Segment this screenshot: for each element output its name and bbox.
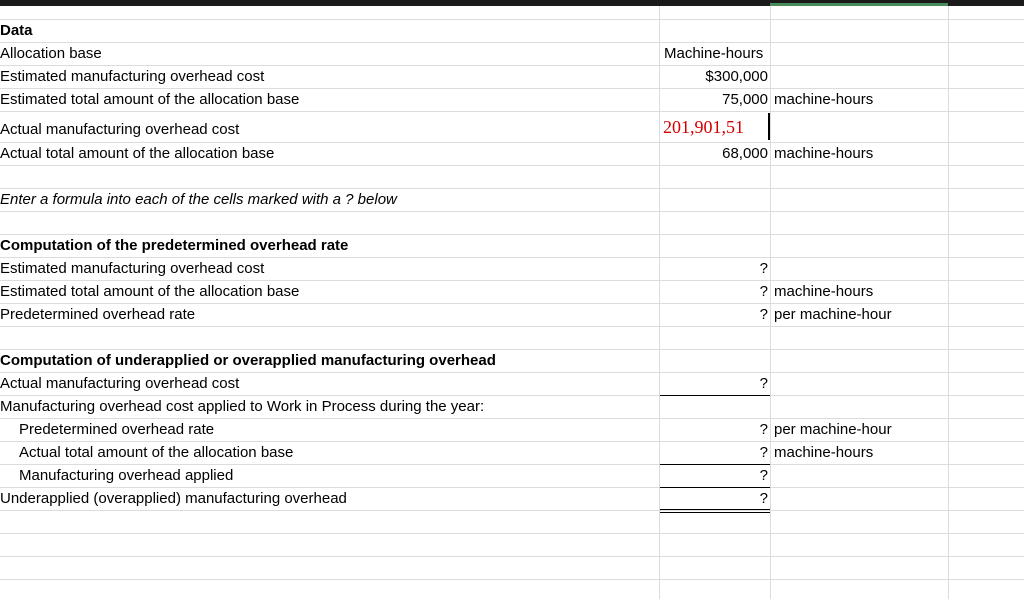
pd-est-overhead-cell[interactable]: ? <box>759 260 768 277</box>
instruction-text: Enter a formula into each of the cells marked with a ? below <box>0 191 397 208</box>
actual-allocation-label: Actual total amount of the allocation base <box>0 145 275 162</box>
oh-rate-label: Predetermined overhead rate <box>19 421 215 438</box>
oh-applied-cell[interactable]: ? <box>759 467 768 484</box>
column-divider <box>770 6 771 599</box>
cell-bottom-border <box>660 487 770 488</box>
oh-allocation-label: Actual total amount of the allocation base <box>19 444 294 461</box>
oh-actual-overhead-cell[interactable]: ? <box>759 375 768 392</box>
oh-actual-overhead-label: Actual manufacturing overhead cost <box>0 375 240 392</box>
oh-applied-subheading: Manufacturing overhead cost applied to Work in Process during the year: <box>0 398 485 415</box>
double-underline <box>660 512 770 513</box>
gridline <box>0 441 1024 442</box>
predetermined-heading: Computation of the predetermined overhead rate <box>0 237 349 254</box>
gridline <box>0 188 1024 189</box>
gridline <box>0 349 1024 350</box>
cell-bottom-border <box>660 464 770 465</box>
est-allocation-unit: machine-hours <box>774 91 874 108</box>
actual-allocation-cell[interactable]: 68,000 <box>722 145 768 162</box>
gridline <box>0 142 1024 143</box>
gridline <box>0 165 1024 166</box>
overhead-heading: Computation of underapplied or overapplied manufacturing overhead <box>0 352 496 369</box>
gridline <box>0 65 1024 66</box>
actual-overhead-cell[interactable]: 201,901,51 <box>663 117 744 137</box>
pd-est-allocation-unit: machine-hours <box>774 283 874 300</box>
pd-est-allocation-label: Estimated total amount of the allocation base <box>0 283 300 300</box>
pd-rate-cell[interactable]: ? <box>759 306 768 323</box>
oh-rate-cell[interactable]: ? <box>759 421 768 438</box>
gridline <box>0 234 1024 235</box>
est-overhead-cell[interactable]: $300,000 <box>705 68 768 85</box>
gridline <box>0 280 1024 281</box>
gridline <box>0 579 1024 580</box>
oh-under-over-cell[interactable]: ? <box>759 490 768 507</box>
text-cursor <box>768 113 770 140</box>
oh-allocation-cell[interactable]: ? <box>759 444 768 461</box>
allocation-base-label: Allocation base <box>0 45 102 62</box>
allocation-base-cell[interactable]: Machine-hours <box>664 45 764 62</box>
gridline <box>0 303 1024 304</box>
gridline <box>0 257 1024 258</box>
pd-rate-label: Predetermined overhead rate <box>0 306 196 323</box>
gridline <box>0 88 1024 89</box>
est-allocation-cell[interactable]: 75,000 <box>722 91 768 108</box>
actual-allocation-unit: machine-hours <box>774 145 874 162</box>
gridline <box>0 395 1024 396</box>
double-underline <box>660 509 770 510</box>
gridline <box>0 533 1024 534</box>
gridline <box>0 111 1024 112</box>
gridline <box>0 487 1024 488</box>
oh-allocation-unit: machine-hours <box>774 444 874 461</box>
pd-est-allocation-cell[interactable]: ? <box>759 283 768 300</box>
gridline <box>0 556 1024 557</box>
gridline <box>0 19 1024 20</box>
cell-bottom-border <box>660 395 770 396</box>
oh-applied-label: Manufacturing overhead applied <box>19 467 234 484</box>
gridline <box>0 464 1024 465</box>
column-divider <box>948 6 949 599</box>
gridline <box>0 326 1024 327</box>
data-heading: Data <box>0 22 33 39</box>
gridline <box>0 211 1024 212</box>
actual-overhead-label: Actual manufacturing overhead cost <box>0 121 240 138</box>
gridline <box>0 418 1024 419</box>
pd-est-overhead-label: Estimated manufacturing overhead cost <box>0 260 265 277</box>
pd-rate-unit: per machine-hour <box>774 306 892 323</box>
oh-under-over-label: Underapplied (overapplied) manufacturing overhead <box>0 490 347 507</box>
est-allocation-label: Estimated total amount of the allocation base <box>0 91 300 108</box>
est-overhead-label: Estimated manufacturing overhead cost <box>0 68 265 85</box>
gridline <box>0 372 1024 373</box>
selected-column-indicator <box>770 3 948 6</box>
gridline <box>0 42 1024 43</box>
gridline <box>0 510 1024 511</box>
oh-rate-unit: per machine-hour <box>774 421 892 438</box>
